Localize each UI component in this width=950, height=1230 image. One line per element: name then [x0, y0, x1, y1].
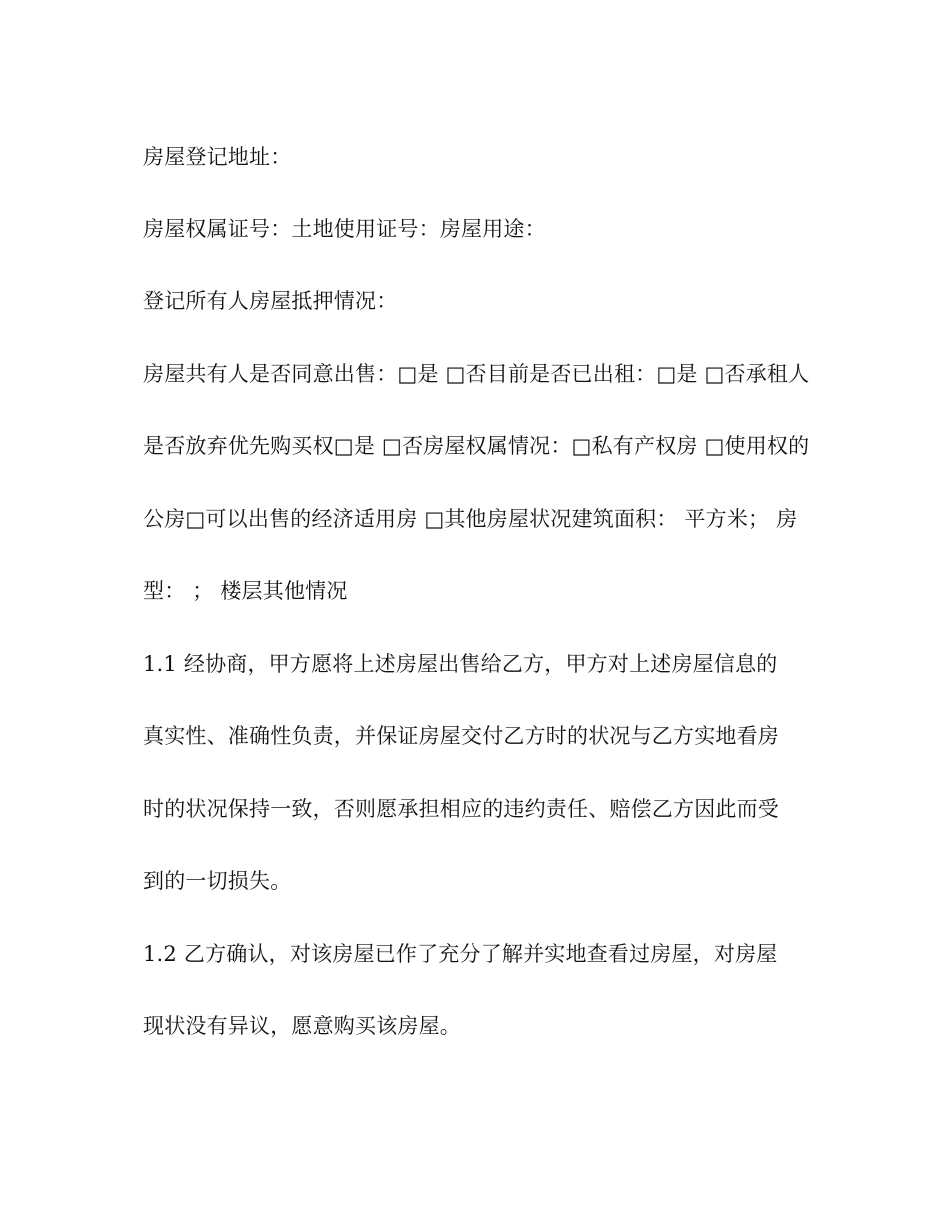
text-line-clause-1-2-a: 1.2 乙方确认，对该房屋已作了充分了解并实地查看过房屋，对房屋 — [143, 942, 778, 966]
text-line-preemption-ownership: 是否放弃优先购买权□是 □否房屋权属情况：□私有产权房 □使用权的 — [143, 434, 810, 458]
text-line-layout-floor: 型： ； 楼层其他情况 — [143, 579, 348, 603]
text-line-clause-1-1-b: 真实性、准确性负责，并保证房屋交付乙方时的状况与乙方实地看房 — [143, 724, 779, 748]
text-line-co-owner-consent: 房屋共有人是否同意出售：□是 □否目前是否已出租：□是 □否承租人 — [143, 362, 810, 386]
text-line-clause-1-1-d: 到的一切损失。 — [143, 869, 292, 893]
text-line-clause-1-2-b: 现状没有异议，愿意购买该房屋。 — [143, 1014, 461, 1038]
text-line-clause-1-1-c: 时的状况保持一致，否则愿承担相应的违约责任、赔偿乙方因此而受 — [143, 797, 779, 821]
text-line-certificate-numbers: 房屋权属证号：土地使用证号：房屋用途： — [143, 217, 546, 241]
text-line-property-type-area: 公房□可以出售的经济适用房 □其他房屋状况建筑面积： 平方米； 房 — [143, 507, 798, 531]
text-line-registered-address: 房屋登记地址： — [143, 145, 292, 169]
text-line-mortgage-status: 登记所有人房屋抵押情况： — [143, 289, 398, 313]
text-line-clause-1-1-a: 1.1 经协商，甲方愿将上述房屋出售给乙方，甲方对上述房屋信息的 — [143, 652, 778, 676]
